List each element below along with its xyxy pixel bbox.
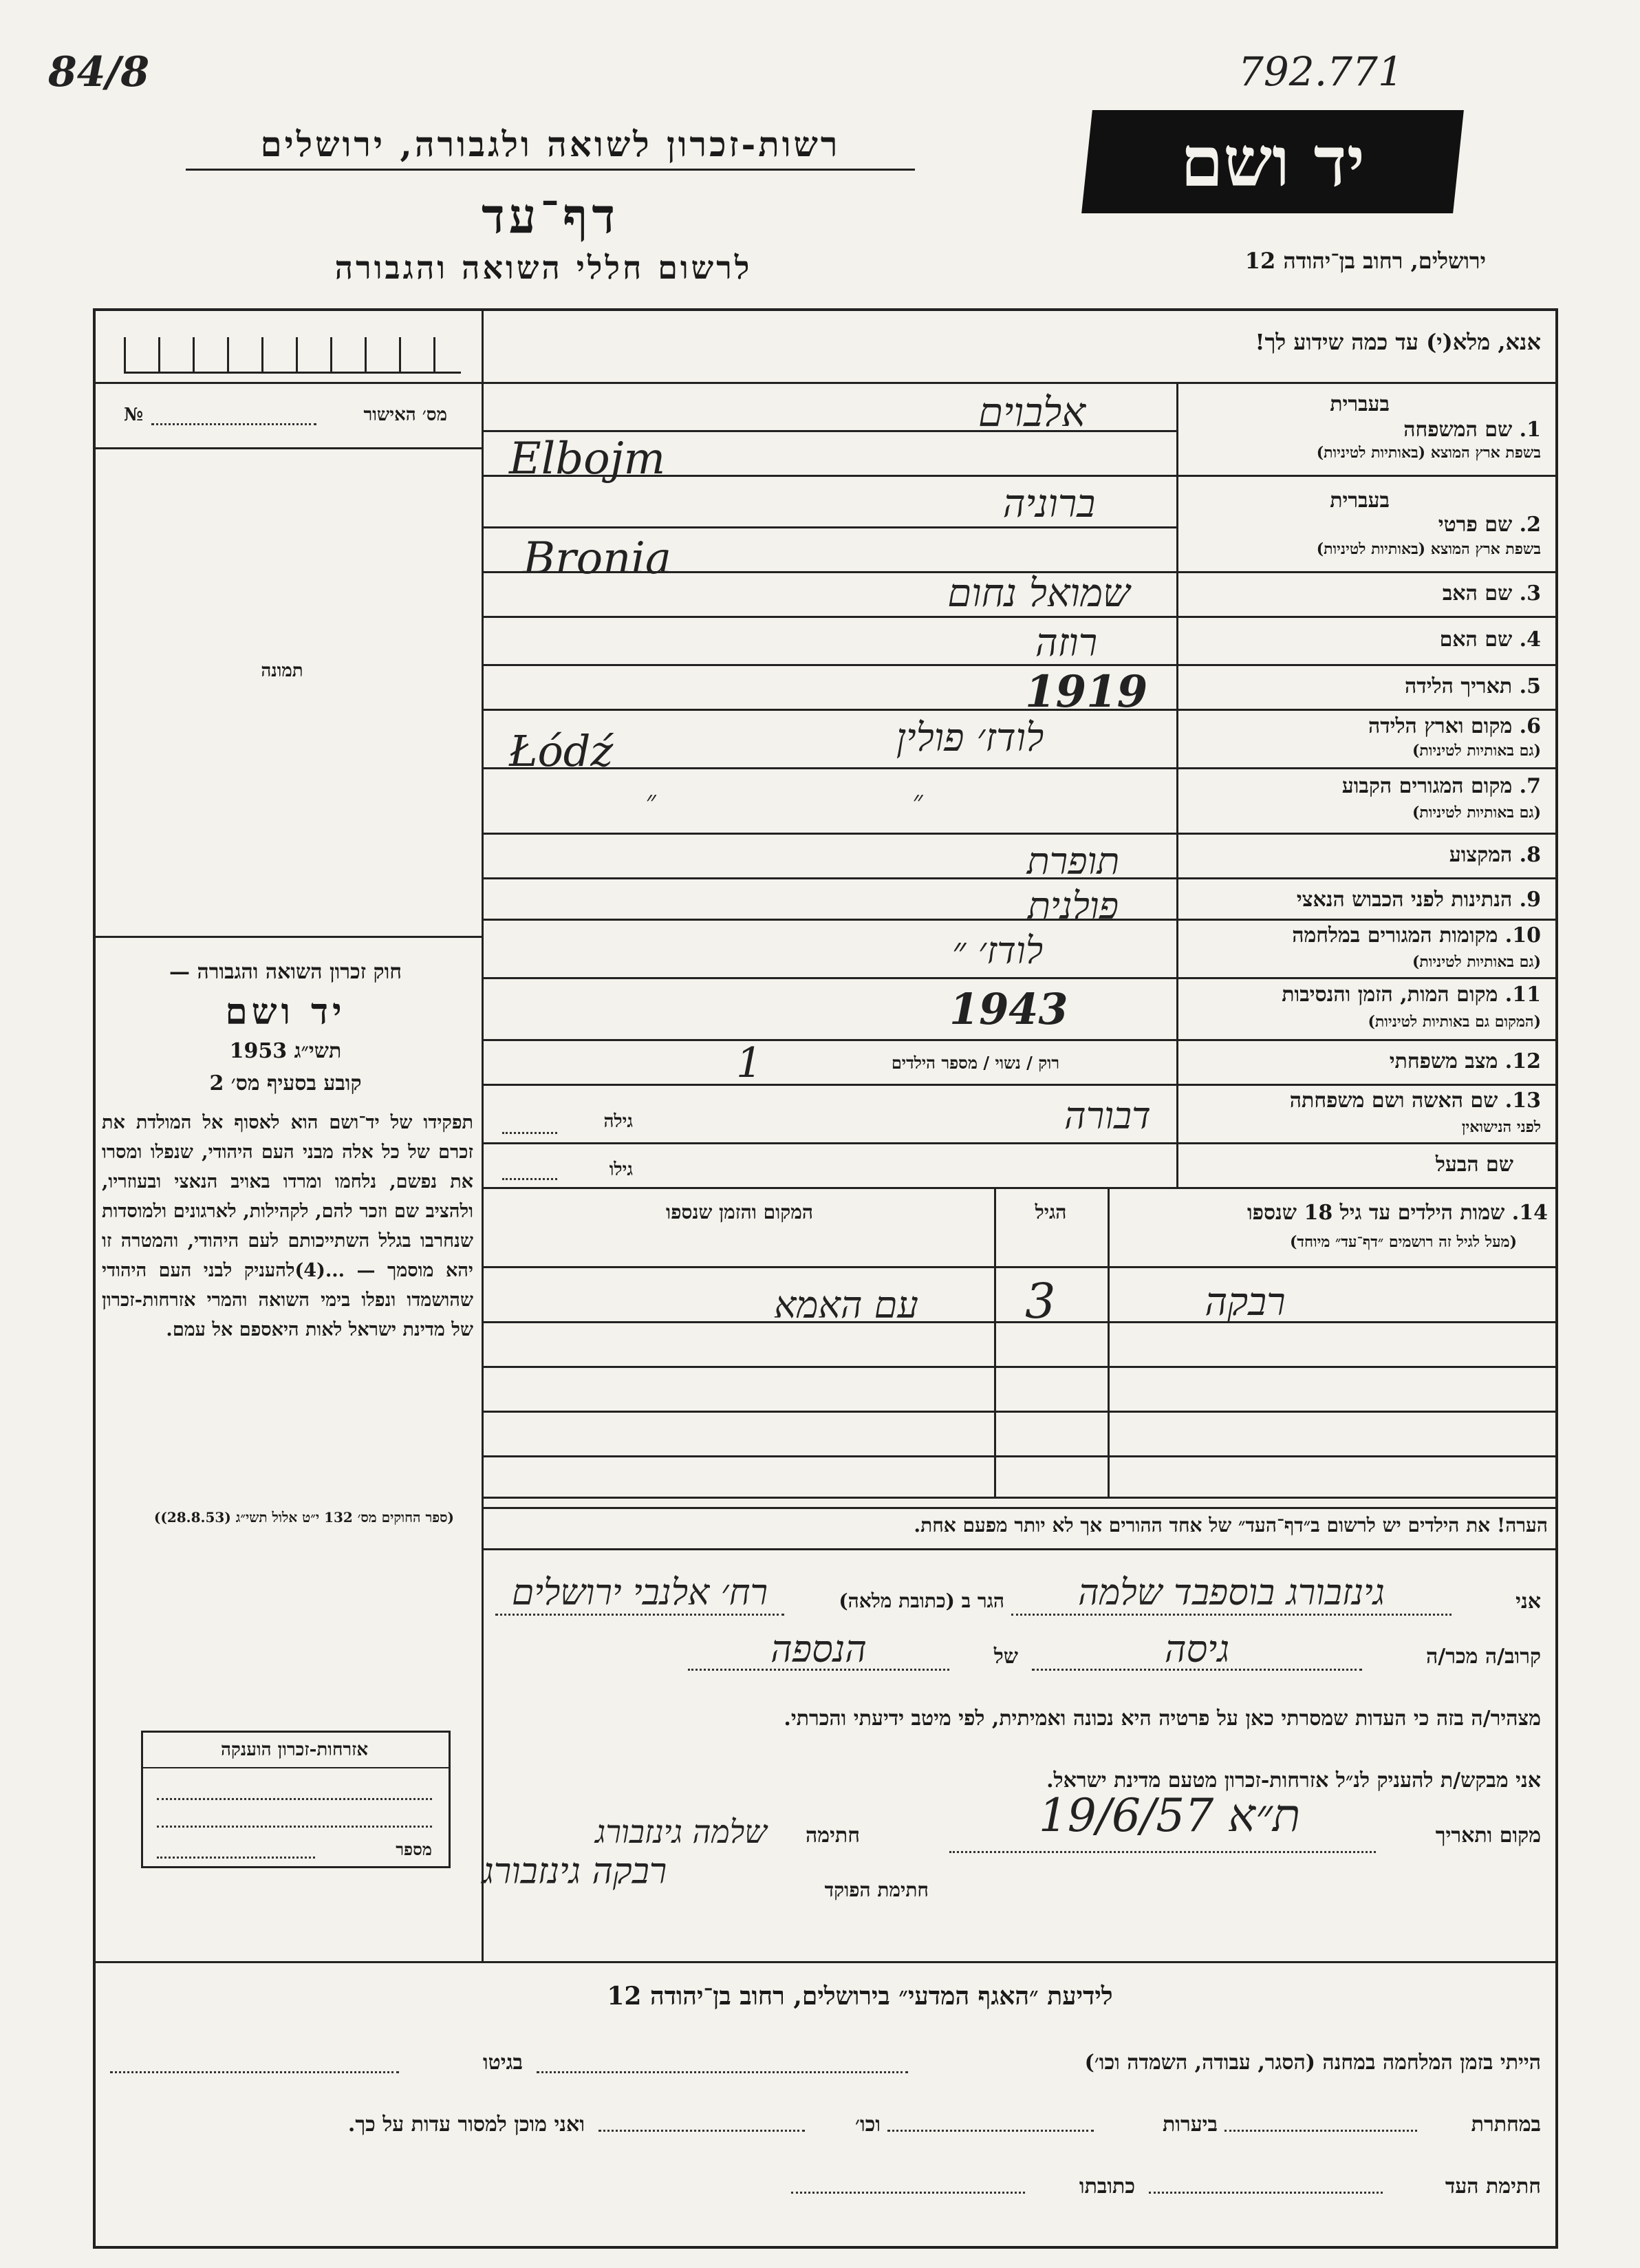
signature-label: חתימה	[806, 1823, 860, 1848]
place-date-value: ת״א 19/6/57	[1038, 1789, 1301, 1842]
marital-status-options: רוק / נשוי / מספר הילדים	[891, 1053, 1059, 1073]
field-marital-label: 12. מצב משפחתי	[1389, 1049, 1541, 1073]
archive-annotation: 84/8	[48, 48, 150, 96]
field-birthplace-label: 6. מקום וארץ הלידה	[1368, 714, 1541, 738]
officer-signature-value: רבקה גינזבורג	[482, 1851, 667, 1892]
declaration-request: אני מבקש/ת להעניק לנ״ל אזרחות-זכרון מטעם מדינת ישראל.	[1046, 1768, 1541, 1793]
footer-title: לידיעת ״האגף המדעי״ בירושלים, רחוב בן־יהודה 12	[607, 1982, 1113, 2011]
photo-label: תמונה	[261, 661, 303, 681]
child-place: עם האמא	[774, 1283, 918, 1327]
field-mother-label: 4. שם האם	[1439, 628, 1541, 652]
children-count: 1	[736, 1039, 763, 1087]
law-title: חוק זכרון השואה והגבורה —	[169, 960, 402, 984]
law-name: יד ושם	[225, 991, 346, 1033]
field-birthdate-label: 5. תאריך הלידה	[1405, 674, 1541, 698]
form-title: דף־עד	[481, 187, 619, 244]
declarant-prefix: אני	[1515, 1590, 1541, 1614]
field-residence-sub: (גם באותיות לטיניות)	[1412, 804, 1541, 822]
law-reference: (ספר החוקים מס׳ 132 י״ט אלול תשי״ג (28.8.53))	[153, 1509, 454, 1526]
children-place-header: המקום והזמן שנספו	[666, 1201, 813, 1223]
approval-number-label: №	[124, 405, 144, 425]
relation-value: גיסה	[1164, 1627, 1230, 1671]
declaration-statement: מצהיר/ה בזה כי העדות שמסרתי כאן על פרטיה היא נכונה ואמיתית, לפי מיטב ידיעתי והכרתי.	[784, 1707, 1541, 1731]
footer-line3-a: חתימת העד	[1445, 2174, 1541, 2199]
logo-text: יד ושם	[1180, 121, 1365, 202]
residence: ״ ״	[645, 785, 1047, 817]
law-clause: קובע בסעיף מס׳ 2	[209, 1071, 362, 1095]
profession: תופרת	[1026, 839, 1120, 883]
children-names-header: 14. שמות הילדים עד גיל 18 שנספו	[1247, 1201, 1548, 1225]
officer-signature-label: חתימת הפוקד	[824, 1879, 929, 1901]
birthplace-latin: Łódź	[509, 726, 614, 776]
field-death-label: 11. מקום המות, הזמן והנסיבות	[1282, 983, 1541, 1007]
footer-line2-d: ואני מוכן למסור עדות על כך.	[347, 2112, 585, 2137]
approval-label: מס׳ האישור	[363, 405, 447, 425]
record-number: 792.771	[1238, 48, 1403, 95]
wartime-residence: לודז׳ ״	[951, 929, 1044, 972]
children-note: הערה! את הילדים יש לרשום ב״דף־העד״ של אחד ההורים אך לא יותר מפעם אחת.	[914, 1514, 1548, 1537]
child-name: רבקה	[1205, 1280, 1286, 1325]
field-death-sub: (המקום גם באותיות לטיניות)	[1368, 1013, 1541, 1031]
place-date-label: מקום ותאריך	[1435, 1823, 1541, 1848]
death-year: 1943	[949, 984, 1068, 1034]
nationality: פולנית	[1027, 884, 1119, 928]
field-husband-label: שם הבעל	[1435, 1153, 1513, 1177]
law-year: תשי״ג 1953	[229, 1039, 342, 1063]
header-address: ירושלים, רחוב בן־יהודה 12	[1244, 248, 1486, 274]
law-body: תפקידו של יד־ושם הוא לאסוף אל המולדת את זכרם של כל אלה מבני העם היהודי, שנפלו ומסרו את נפשם, נלחמו ומרדו באויב הנאצי ובעוזריו, ולהציב שם וזכר להם, לקהילות, לארגונים ולמוסדות שנחרבו בגלל השתייכותם לעם היהודי, והמטרה זו יהא מוסמך — ...(4)להעניק לבני העם היהודי שהושמדו ונפלו בימי השואה והמרי אזרחות-זכרון של מדינת ישראל לאות היאספם אל עמם.	[102, 1112, 473, 1340]
relation-label: קרוב/ה מכר/ה	[1426, 1645, 1541, 1669]
field-wife-sub: לפני הנישואין	[1461, 1118, 1541, 1136]
firstname-latin: Bronia	[523, 533, 671, 584]
form-intro: אנא, מלא(י) עד כמה שידוע לך!	[1255, 329, 1541, 355]
footer-line2-b: ביערות	[1162, 2112, 1218, 2137]
field-father-label: 3. שם האב	[1442, 581, 1541, 606]
footer-line1-b: בגיטו	[482, 2051, 523, 2075]
footer-line3-b: כתובתו	[1079, 2174, 1135, 2199]
declarant-address: רח׳ אלנבי ירושלים	[511, 1572, 768, 1614]
cert-title: אזרחות-זכרון הוענקה	[220, 1740, 369, 1760]
field-nationality-label: 9. הנתינות לפני הכבוש הנאצי	[1296, 888, 1541, 912]
form-subtitle: לרשום חללי השואה והגבורה	[334, 249, 753, 286]
memorial-citizenship-box	[141, 1731, 451, 1868]
birthplace: לודז׳ פולין	[896, 716, 1044, 760]
mother-name: רוזה	[1035, 621, 1098, 665]
footer-line1-a: הייתי בזמן המלחמה במחנה (הסגר, עבודה, השמדה וכו׳)	[1084, 2051, 1541, 2075]
footer-line2-a: במחתרת	[1471, 2112, 1541, 2137]
husband-age-label: גילו	[609, 1159, 633, 1180]
authority-name: רשות-זכרון לשואה ולגבורה, ירושלים	[260, 124, 841, 164]
birth-year: 1919	[1025, 666, 1148, 718]
field-firstname-sub: בשפת ארץ המוצא (באותיות לטיניות)	[1316, 540, 1541, 558]
firstname-hebrew: ברוניה	[1002, 482, 1096, 526]
signature-value: שלמה גינזבורג	[595, 1813, 767, 1850]
relation-of-name: הנספה	[770, 1627, 867, 1671]
declarant-name: גינזבורג בוספבד שלמה	[1078, 1572, 1385, 1614]
yad-vashem-logo	[1081, 110, 1464, 213]
hebrew-label-1: בעברית	[1330, 392, 1390, 416]
field-wartime-residence-sub: (גם באותיות לטיניות)	[1412, 953, 1541, 971]
declarant-address-label: הגר ב (כתובת מלאה)	[839, 1590, 1004, 1612]
field-surname-label: 1. שם המשפחה	[1403, 418, 1541, 442]
wife-name: דבורה	[1064, 1094, 1151, 1137]
cert-number-label: מספר	[396, 1839, 432, 1859]
field-surname-sub: בשפת ארץ המוצא (באותיות לטיניות)	[1316, 444, 1541, 462]
surname-hebrew: אלבוים	[978, 389, 1086, 436]
field-wartime-residence-label: 10. מקומות המגורים במלחמה	[1292, 923, 1541, 948]
field-residence-label: 7. מקום המגורים הקבוע	[1341, 774, 1541, 798]
field-profession-label: 8. המקצוע	[1449, 843, 1541, 867]
field-birthplace-sub: (גם באותיות לטיניות)	[1412, 742, 1541, 760]
child-age: 3	[1025, 1273, 1056, 1329]
surname-latin: Elbojm	[509, 434, 666, 484]
footer-line2-c: וכו׳	[855, 2112, 881, 2137]
father-name: שמואל נחום	[947, 571, 1130, 616]
field-wife-label: 13. שם האשה ושם משפחתה	[1289, 1089, 1541, 1113]
hebrew-label-2: בעברית	[1330, 489, 1390, 513]
children-names-sub: (מעל לגיל זה רושמים ״דף־עד״ מיוחד)	[1289, 1233, 1517, 1251]
field-firstname-label: 2. שם פרטי	[1438, 513, 1541, 537]
children-age-header: הגיל	[1035, 1201, 1067, 1223]
relation-of-label: של	[993, 1645, 1018, 1669]
approval-ruler	[124, 337, 461, 374]
wife-age-label: גילה	[603, 1111, 633, 1132]
